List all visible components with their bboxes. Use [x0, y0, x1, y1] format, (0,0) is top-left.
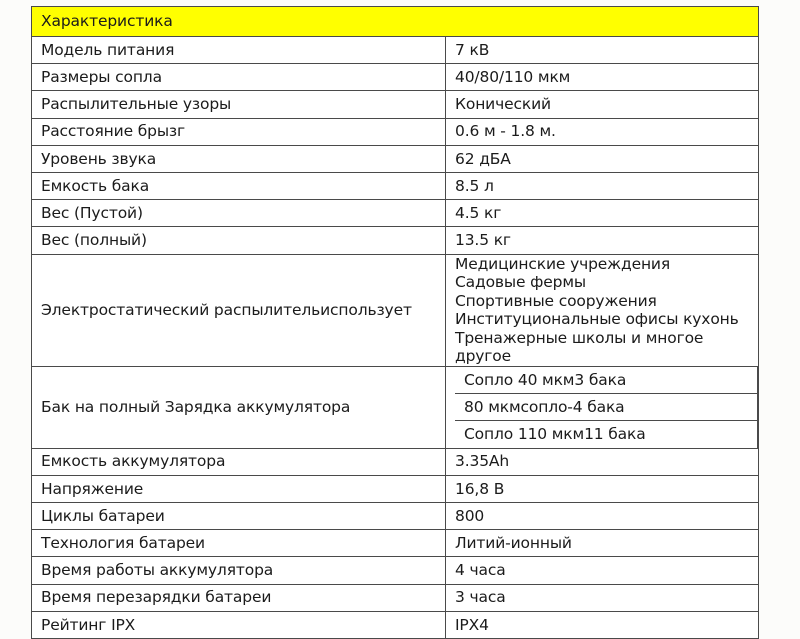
specification-table: [31, 6, 759, 639]
table-row: [32, 503, 759, 530]
tank-sub-row: [455, 367, 758, 394]
tank-sub-row: [455, 421, 758, 448]
usage-line: Тренажерные школы и многое: [455, 328, 704, 347]
table-header: [32, 7, 759, 37]
row-value: 40/80/110 мкм: [446, 64, 759, 91]
table-row: [32, 64, 759, 91]
table-row: [32, 530, 759, 557]
row-label: Циклы батареи: [32, 503, 446, 530]
row-label: Емкость бака: [32, 172, 446, 199]
row-value: 0.6 м - 1.8 м.: [446, 118, 759, 145]
row-label: Напряжение: [32, 475, 446, 502]
table-row: [32, 448, 759, 475]
table-row: [32, 91, 759, 118]
tank-sub-value: 80 мкмсопло-4 бака: [455, 394, 758, 421]
specification-table-container: [31, 6, 758, 639]
row-label: Рейтинг IPX: [32, 611, 446, 638]
tank-sub-value: Сопло 110 мкм11 бака: [455, 421, 758, 448]
table-row: [32, 172, 759, 199]
row-value: 800: [446, 503, 759, 530]
usage-line: Медицинские учреждения: [455, 254, 671, 273]
usage-line: Садовые фермы: [455, 273, 586, 292]
row-value-list: [446, 254, 759, 367]
row-label: Время перезарядки батареи: [32, 584, 446, 611]
row-value: 3.35Ah: [446, 448, 759, 475]
table-row: [32, 145, 759, 172]
row-label: Размеры сопла: [32, 64, 446, 91]
table-row: [32, 557, 759, 584]
tank-sub-row: [455, 394, 758, 421]
row-label: Электростатический распылительиспользует: [32, 254, 446, 367]
table-title-row: [32, 7, 759, 37]
row-value: 4.5 кг: [446, 200, 759, 227]
row-label: Расстояние брызг: [32, 118, 446, 145]
usage-line: Спортивные сооружения: [455, 291, 657, 310]
table-row: [32, 584, 759, 611]
row-value-group: [446, 367, 759, 449]
tank-sub-value: Сопло 40 мкм3 бака: [455, 367, 758, 394]
row-value: IPX4: [446, 611, 759, 638]
usage-line: Институциональные офисы кухонь: [455, 310, 739, 329]
row-label: Время работы аккумулятора: [32, 557, 446, 584]
row-label: Бак на полный Зарядка аккумулятора: [32, 367, 446, 449]
table-row: [32, 611, 759, 638]
tank-sub-table: [455, 367, 758, 448]
table-row: [32, 37, 759, 64]
row-value: 4 часа: [446, 557, 759, 584]
row-value: 3 часа: [446, 584, 759, 611]
row-value: 13.5 кг: [446, 227, 759, 254]
table-title: Характеристика: [32, 7, 759, 37]
table-row-usage: [32, 254, 759, 367]
row-label: Модель питания: [32, 37, 446, 64]
row-value: Литий-ионный: [446, 530, 759, 557]
row-label: Вес (Пустой): [32, 200, 446, 227]
row-value: 7 кВ: [446, 37, 759, 64]
row-value: 16,8 В: [446, 475, 759, 502]
row-label: Емкость аккумулятора: [32, 448, 446, 475]
table-row: [32, 118, 759, 145]
table-row: [32, 227, 759, 254]
row-label: Вес (полный): [32, 227, 446, 254]
usage-line: другое: [455, 347, 511, 366]
row-label: Распылительные узоры: [32, 91, 446, 118]
row-label: Технология батареи: [32, 530, 446, 557]
table-row-tank: [32, 367, 759, 449]
row-value: 62 дБА: [446, 145, 759, 172]
row-label: Уровень звука: [32, 145, 446, 172]
row-value: Конический: [446, 91, 759, 118]
row-value: 8.5 л: [446, 172, 759, 199]
table-row: [32, 200, 759, 227]
table-body: [32, 37, 759, 639]
table-row: [32, 475, 759, 502]
